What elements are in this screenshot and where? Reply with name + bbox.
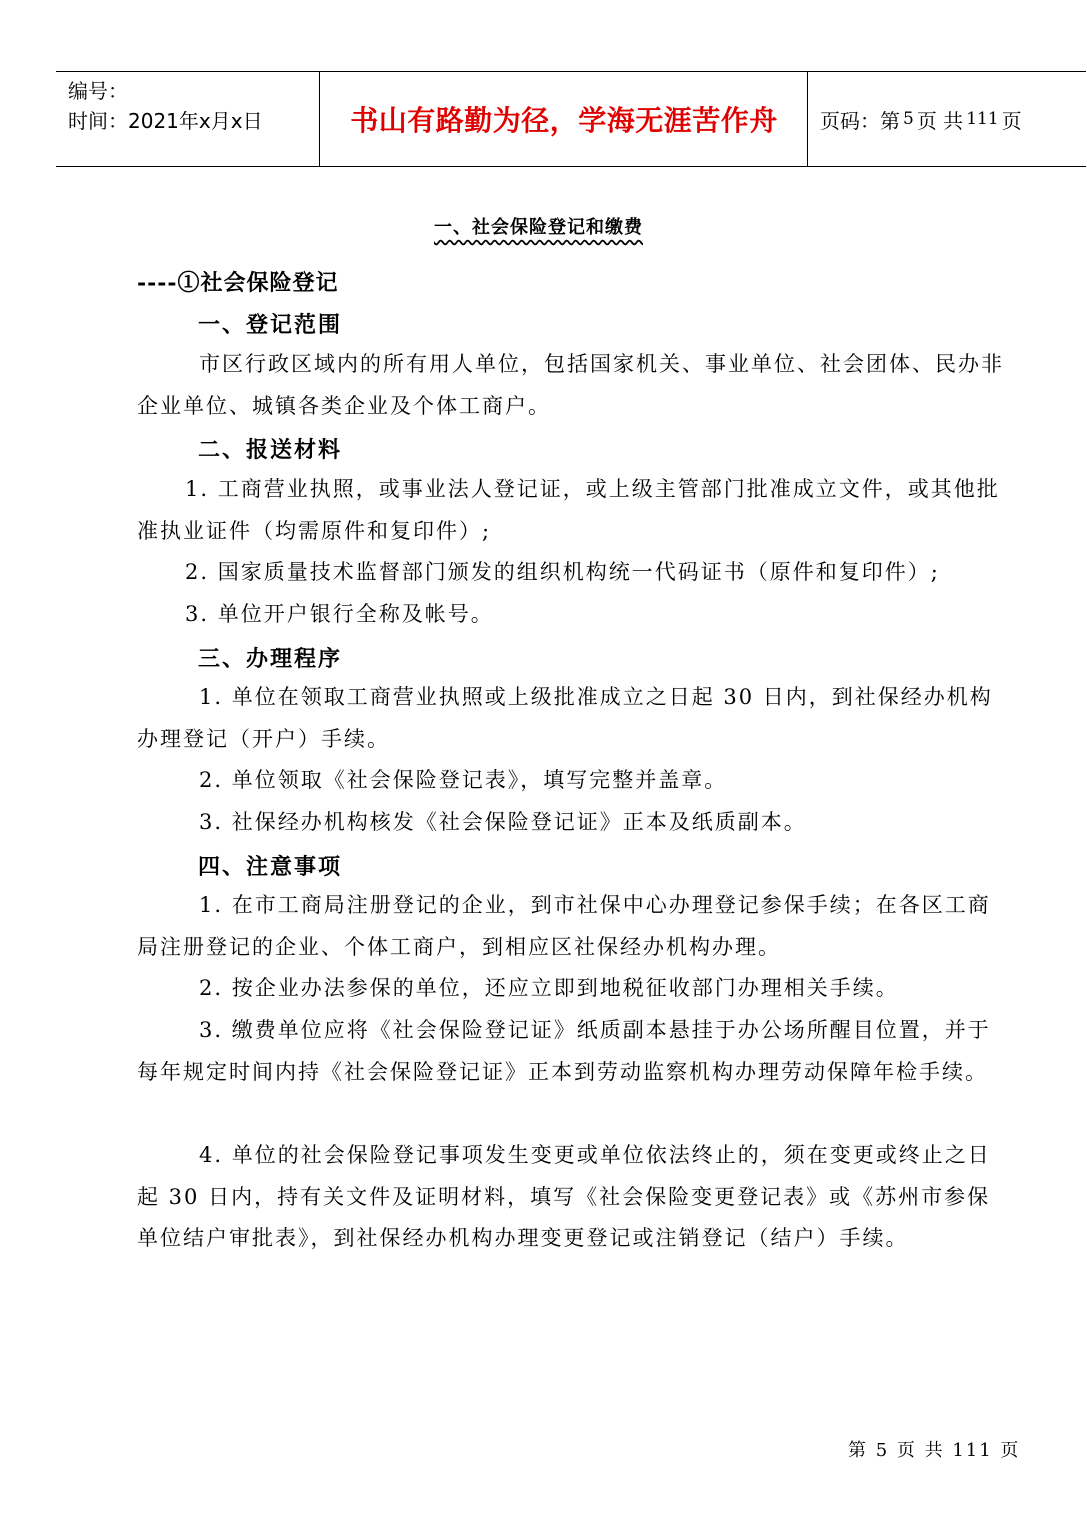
time-label: 时间：2021年x月x日 bbox=[68, 109, 263, 133]
header-motto: 书山有路勤为径，学海无涯苦作舟 bbox=[350, 104, 778, 137]
page-current: 5 bbox=[903, 109, 914, 129]
section-heading: 四、注意事项 bbox=[198, 854, 343, 880]
section-heading: 三、办理程序 bbox=[198, 646, 343, 672]
document-subtitle: ----①社会保险登记 bbox=[137, 270, 339, 296]
list-item-text: 2. 按企业办法参保的单位，还应立即到地税征收部门办理相关手续。 bbox=[199, 976, 899, 1000]
list-item-text: 2. 单位领取《社会保险登记表》，填写完整并盖章。 bbox=[199, 768, 728, 792]
page-total: 111 bbox=[966, 109, 999, 129]
list-item bbox=[137, 760, 1013, 802]
list-item-text: 1. 在市工商局注册登记的企业，到市社保中心办理登记参保手续；在各区工商局注册登记的企业、个体工商户，到相应区社保经办机构办理。 bbox=[137, 893, 991, 959]
page-mid: 页 共 bbox=[916, 108, 964, 133]
list-item-text: 1. 工商营业执照，或事业法人登记证，或上级主管部门批准成立文件，或其他批准执业证件（均需原件和复印件）; bbox=[137, 477, 1000, 543]
paragraph bbox=[137, 344, 1013, 427]
list-item bbox=[137, 552, 1013, 594]
document-header bbox=[56, 71, 1086, 167]
page-prefix: 页码：第 bbox=[820, 108, 900, 133]
section-heading: 一、登记范围 bbox=[198, 312, 343, 338]
header-meta bbox=[68, 76, 263, 136]
list-item bbox=[137, 1010, 1013, 1093]
list-item-text: 3. 缴费单位应将《社会保险登记证》纸质副本悬挂于办公场所醒目位置，并于每年规定时间内持《社会保险登记证》正本到劳动监察机构办理劳动保障年检手续。 bbox=[137, 1018, 991, 1084]
list-item bbox=[137, 469, 1013, 552]
paragraph-text: 市区行政区域内的所有用人单位，包括国家机关、事业单位、社会团体、民办非企业单位、城镇各类企业及个体工商户。 bbox=[137, 352, 1004, 418]
list-item-text: 3. 单位开户银行全称及帐号。 bbox=[185, 602, 494, 626]
list-item-text: 3. 社保经办机构核发《社会保险登记证》正本及纸质副本。 bbox=[199, 810, 807, 834]
page-suffix: 页 bbox=[1001, 108, 1022, 133]
list-item bbox=[137, 594, 1013, 636]
list-item bbox=[137, 968, 1013, 1010]
page-footer: 第 5 页 共 111 页 bbox=[848, 1440, 1021, 1461]
list-item bbox=[137, 677, 1013, 760]
list-item bbox=[137, 802, 1013, 844]
list-item-text: 1. 单位在领取工商营业执照或上级批准成立之日起 30 日内，到社保经办机构办理登记（开户）手续。 bbox=[137, 685, 993, 751]
list-item bbox=[137, 1135, 1013, 1260]
list-item bbox=[137, 885, 1013, 968]
list-item-text: 2. 国家质量技术监督部门颁发的组织机构统一代码证书（原件和复印件）; bbox=[185, 560, 940, 584]
section-heading: 二、报送材料 bbox=[198, 437, 343, 463]
code-label: 编号： bbox=[68, 79, 128, 103]
list-item-text: 4. 单位的社会保险登记事项发生变更或单位依法终止的，须在变更或终止之日起 30 日内，持有关文件及证明材料，填写《社会保险变更登记表》或《苏州市参保单位结户审批表》，到社保经办机构办理变更登记或注销登记（结户）手续。 bbox=[137, 1143, 991, 1250]
document-title: 一、社会保险登记和缴费 bbox=[434, 217, 643, 238]
header-page-number bbox=[820, 72, 1022, 166]
